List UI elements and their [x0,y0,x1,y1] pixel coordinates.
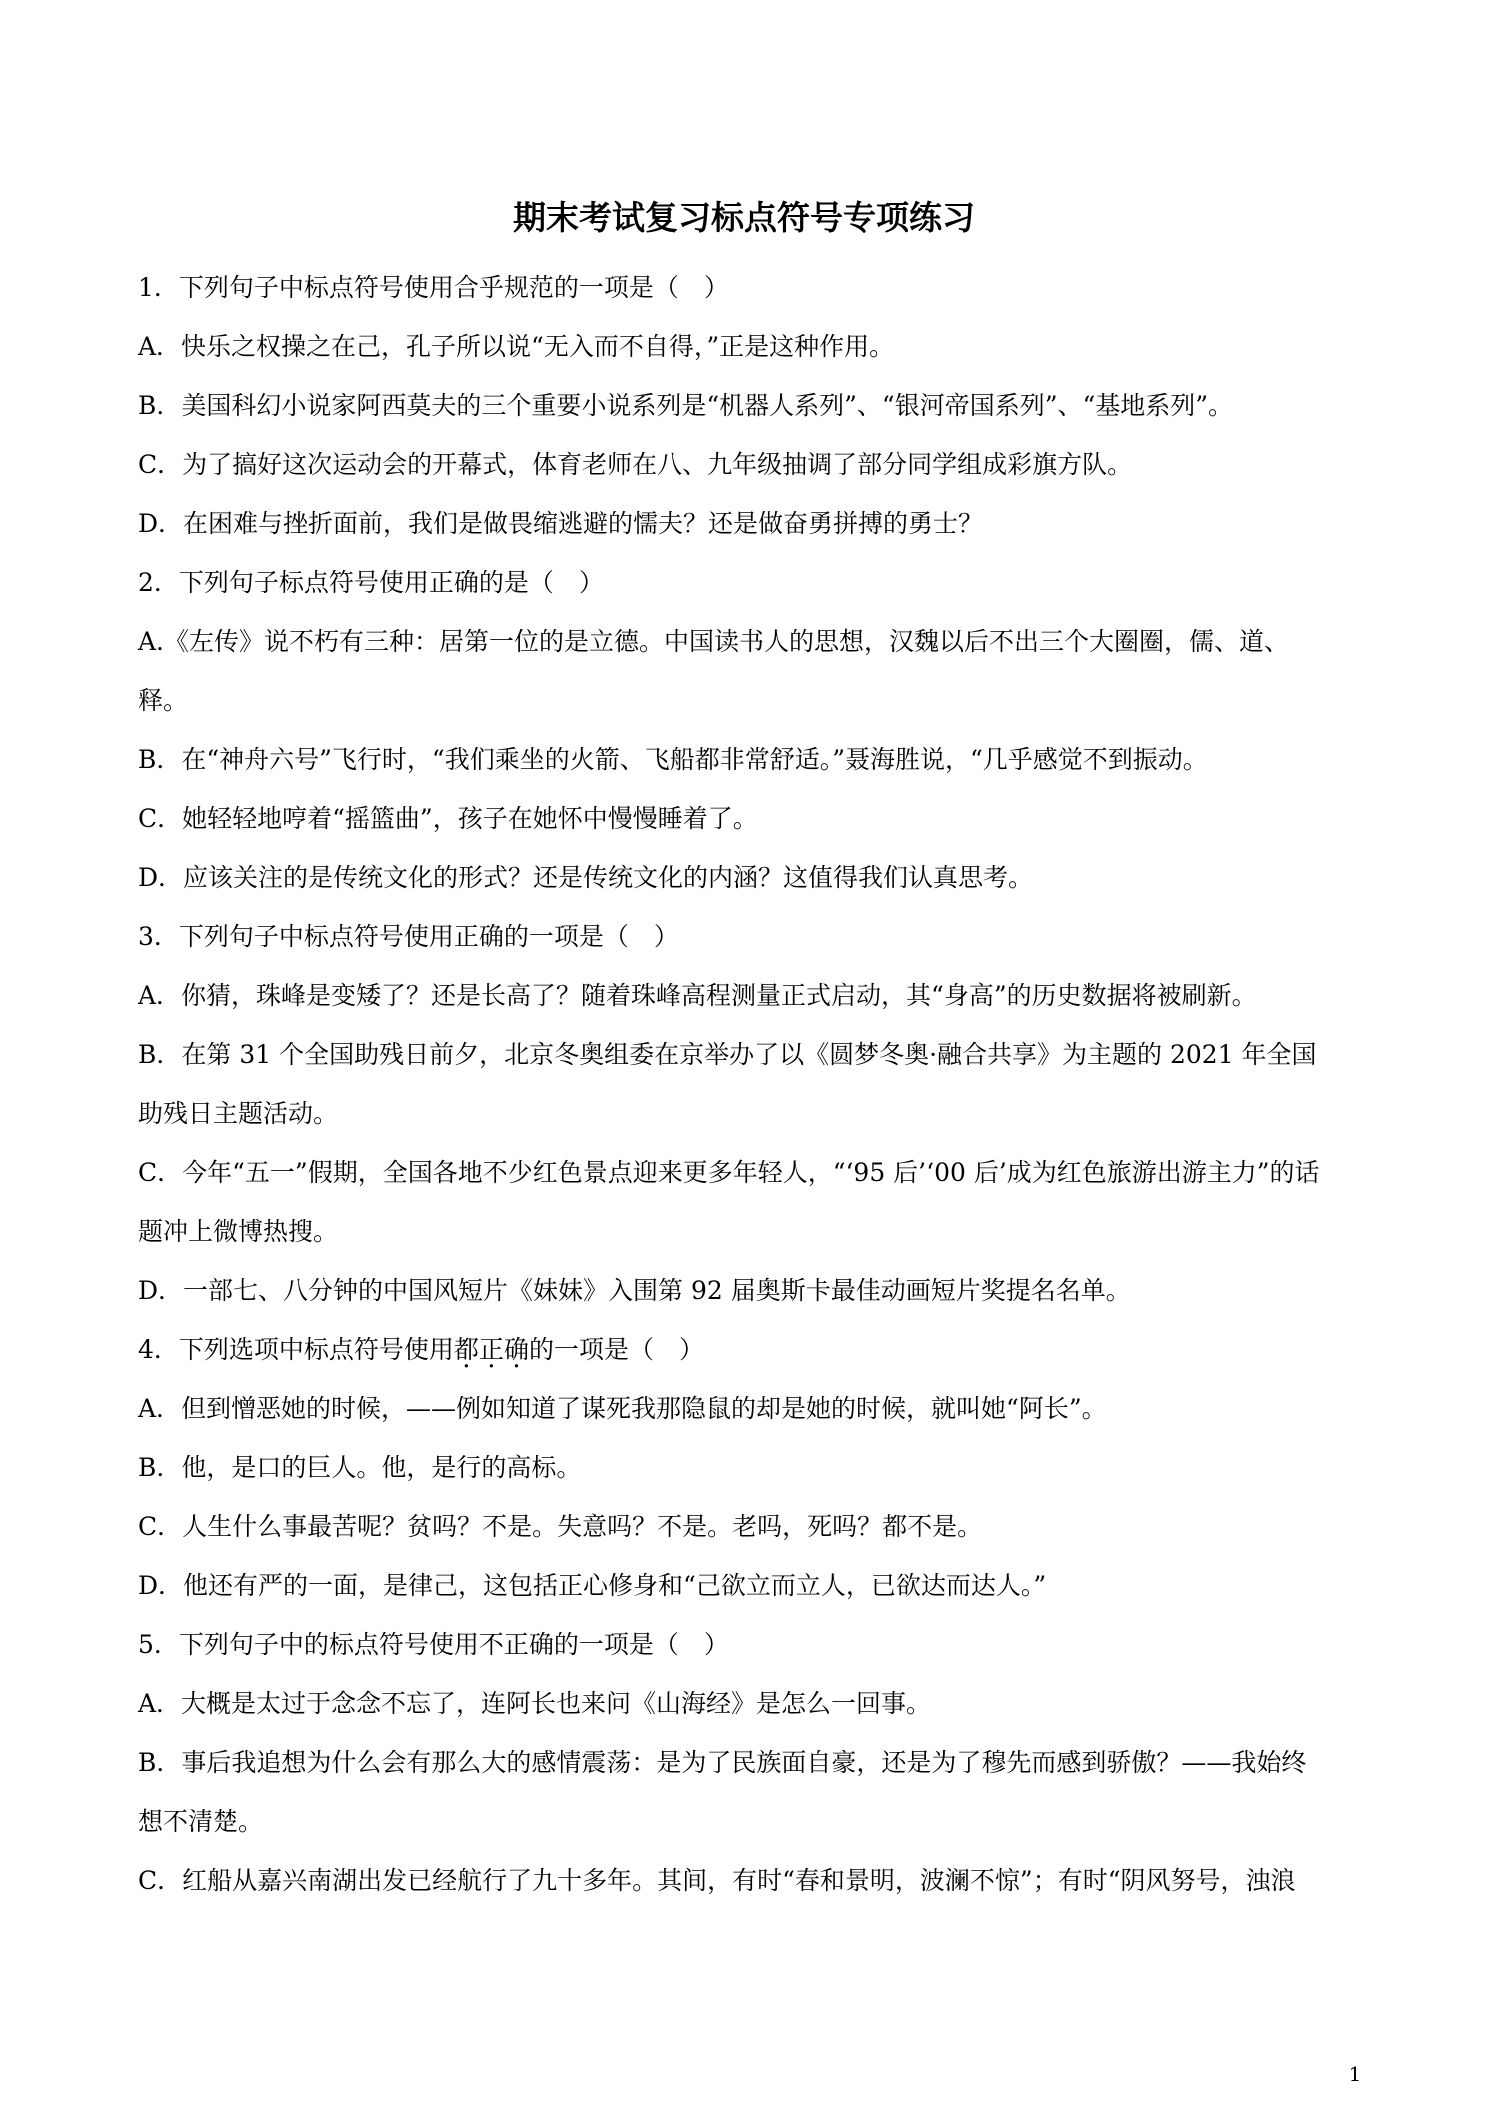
question-1-option-b: B．美国科幻小说家阿西莫夫的三个重要小说系列是“机器人系列”、“银河帝国系列”、“基地系列”。 [138,391,1234,420]
question-3-option-b: B．在第 31 个全国助残日前夕，北京冬奥组委在京举办了以《圆梦冬奥·融合共享》为主题的 2021 年全国 [138,1040,1317,1069]
question-2-option-d: D．应该关注的是传统文化的形式？还是传统文化的内涵？这值得我们认真思考。 [138,863,1034,892]
question-2-stem: 2．下列句子标点符号使用正确的是（ ） [138,568,604,597]
question-2-option-b: B．在“神舟六号”飞行时，“我们乘坐的火箭、飞船都非常舒适。”聂海胜说，“几乎感觉不到振动。 [138,745,1208,774]
question-4-stem-part2: 的一项是（ ） [528,1335,704,1364]
emphasis-char-1: 都 [453,1335,479,1364]
question-4-stem [138,1334,1358,1366]
question-5-option-b: B．事后我追想为什么会有那么大的感情震荡：是为了民族面自豪，还是为了穆先而感到骄傲？——我始终 [138,1748,1307,1777]
question-2-option-c: C．她轻轻地哼着“摇篮曲”，孩子在她怀中慢慢睡着了。 [138,804,758,833]
question-3-option-a: A．你猜，珠峰是变矮了？还是长高了？随着珠峰高程测量正式启动，其“身高”的历史数据将被刷新。 [138,981,1257,1010]
page-number: 1 [1348,2062,1362,2086]
question-3-option-b-cont: 助残日主题活动。 [138,1099,339,1128]
question-4-emphasis [454,1335,529,1364]
question-4-stem-part1: 4．下列选项中标点符号使用 [138,1335,454,1364]
question-1-option-c: C．为了搞好这次运动会的开幕式，体育老师在八、九年级抽调了部分同学组成彩旗方队。 [138,450,1133,479]
question-2-option-a-cont: 释。 [138,686,189,715]
question-4-option-c: C．人生什么事最苦呢？贫吗？不是。失意吗？不是。老吗，死吗？都不是。 [138,1512,983,1541]
question-2-option-a: A.《左传》说不朽有三种：居第一位的是立德。中国读书人的思想，汉魏以后不出三个大圈圈，儒、道、 [138,627,1290,656]
question-4-option-a: A．但到憎恶她的时候，——例如知道了谋死我那隐鼠的却是她的时候，就叫她“阿长”。 [138,1394,1107,1423]
question-1-stem: 1．下列句子中标点符号使用合乎规范的一项是（ ） [138,273,729,302]
question-1-option-d: D．在困难与挫折面前，我们是做畏缩逃避的懦夫？还是做奋勇拼搏的勇士？ [138,509,984,538]
question-3-stem: 3．下列句子中标点符号使用正确的一项是（ ） [138,922,679,951]
emphasis-char-3: 确 [503,1335,529,1364]
question-4-option-d: D．他还有严的一面，是律己，这包括正心修身和“己欲立而立人，已欲达而达人。” [138,1571,1047,1600]
question-3-option-c: C．今年“五一”假期，全国各地不少红色景点迎来更多年轻人，“‘95 后’‘00 后’成为红色旅游出游主力”的话 [138,1158,1320,1187]
question-3-option-c-cont: 题冲上微博热搜。 [138,1217,339,1246]
question-5-option-a: A．大概是太过于念念不忘了，连阿长也来问《山海经》是怎么一回事。 [138,1689,932,1718]
question-5-stem: 5．下列句子中的标点符号使用不正确的一项是（ ） [138,1630,729,1659]
question-5-option-b-cont: 想不清楚。 [138,1807,264,1836]
question-1-option-a: A．快乐之权操之在己，孔子所以说“无入而不自得，”正是这种作用。 [138,332,895,361]
question-5-option-c: C．红船从嘉兴南湖出发已经航行了九十多年。其间，有时“春和景明，波澜不惊”；有时“阴风努号，浊浪 [138,1866,1296,1895]
question-3-option-d: D．一部七、八分钟的中国风短片《妹妹》入围第 92 届奥斯卡最佳动画短片奖提名名单。 [138,1276,1131,1305]
emphasis-char-2: 正 [478,1335,504,1364]
page-title: 期末考试复习标点符号专项练习 [513,198,975,237]
question-4-option-b: B．他，是口的巨人。他，是行的高标。 [138,1453,582,1482]
